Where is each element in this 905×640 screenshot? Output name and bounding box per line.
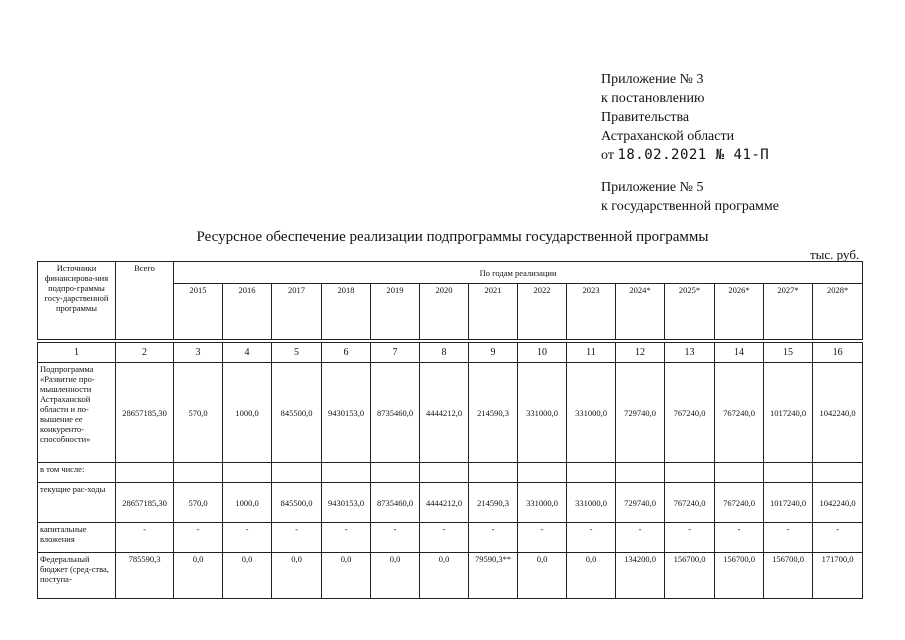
cell-value: 570,0 xyxy=(174,363,223,463)
cell-value: 845500,0 xyxy=(272,483,322,523)
cell-value: - xyxy=(469,523,518,553)
row-label: капитальные вложения xyxy=(38,523,116,553)
cell-value: 28657185,30 xyxy=(116,363,174,463)
appendix-date-line xyxy=(601,146,769,165)
column-number: 10 xyxy=(518,343,567,363)
cell-value: 1000,0 xyxy=(223,363,272,463)
row-label: в том числе: xyxy=(38,463,116,483)
cell-value xyxy=(174,463,223,483)
cell-value: - xyxy=(764,523,813,553)
column-number: 7 xyxy=(371,343,420,363)
table-row-federal-budget xyxy=(38,553,863,599)
cell-value: 4444212,0 xyxy=(420,363,469,463)
cell-value: 1000,0 xyxy=(223,483,272,523)
appendix-line-1: Приложение № 3 xyxy=(601,72,704,87)
header-total: Всего xyxy=(116,262,174,340)
cell-value: 156700,0 xyxy=(764,553,813,599)
header-year: 2018 xyxy=(322,284,371,340)
cell-value: - xyxy=(813,523,863,553)
cell-value: 0,0 xyxy=(518,553,567,599)
cell-value: 767240,0 xyxy=(715,483,764,523)
cell-value: - xyxy=(665,523,715,553)
cell-value xyxy=(322,463,371,483)
row-label: текущие рас-ходы xyxy=(38,483,116,523)
header-year: 2022 xyxy=(518,284,567,340)
cell-value: 1042240,0 xyxy=(813,483,863,523)
cell-value: 214590,3 xyxy=(469,363,518,463)
cell-value: 156700,0 xyxy=(715,553,764,599)
column-number: 11 xyxy=(567,343,616,363)
cell-value: 171700,0 xyxy=(813,553,863,599)
cell-value: 729740,0 xyxy=(616,483,665,523)
cell-value xyxy=(371,463,420,483)
cell-value: 767240,0 xyxy=(715,363,764,463)
cell-value: - xyxy=(715,523,764,553)
cell-value: 331000,0 xyxy=(567,363,616,463)
table-row-subprogram xyxy=(38,363,863,463)
cell-value: 331000,0 xyxy=(567,483,616,523)
cell-value: - xyxy=(518,523,567,553)
column-number: 16 xyxy=(813,343,863,363)
document-title: Ресурсное обеспечение реализации подпрограммы государственной программы xyxy=(196,229,709,245)
column-number: 12 xyxy=(616,343,665,363)
cell-value xyxy=(616,463,665,483)
table-row-capital-investments xyxy=(38,523,863,553)
column-number: 2 xyxy=(116,343,174,363)
header-year: 2025* xyxy=(665,284,715,340)
cell-value: 8735460,0 xyxy=(371,363,420,463)
cell-value: - xyxy=(420,523,469,553)
cell-value: 28657185,30 xyxy=(116,483,174,523)
table-row-including xyxy=(38,463,863,483)
cell-value: 0,0 xyxy=(420,553,469,599)
cell-value: 331000,0 xyxy=(518,363,567,463)
cell-value xyxy=(116,463,174,483)
date-stamp: 18.02.2021 № 41-П xyxy=(617,147,770,163)
table-row-current-expenses xyxy=(38,483,863,523)
cell-value: - xyxy=(272,523,322,553)
header-year: 2017 xyxy=(272,284,322,340)
cell-value: 79590,3** xyxy=(469,553,518,599)
column-number: 15 xyxy=(764,343,813,363)
appendix-line-3: Правительства xyxy=(601,110,690,125)
cell-value: - xyxy=(322,523,371,553)
cell-value: 767240,0 xyxy=(665,363,715,463)
cell-value: 845500,0 xyxy=(272,363,322,463)
header-years-group: По годам реализации xyxy=(174,262,863,284)
appendix-5-line-1: Приложение № 5 xyxy=(601,180,704,195)
cell-value: 134200,0 xyxy=(616,553,665,599)
column-number: 5 xyxy=(272,343,322,363)
column-number: 3 xyxy=(174,343,223,363)
cell-value xyxy=(665,463,715,483)
header-year: 2021 xyxy=(469,284,518,340)
cell-value: - xyxy=(616,523,665,553)
cell-value xyxy=(469,463,518,483)
column-number: 4 xyxy=(223,343,272,363)
cell-value: 767240,0 xyxy=(665,483,715,523)
cell-value: - xyxy=(371,523,420,553)
cell-value xyxy=(518,463,567,483)
row-label: Федеральный бюджет (сред-ства, поступа- xyxy=(38,553,116,599)
cell-value xyxy=(813,463,863,483)
cell-value: 0,0 xyxy=(174,553,223,599)
header-year: 2019 xyxy=(371,284,420,340)
cell-value: - xyxy=(116,523,174,553)
header-year: 2015 xyxy=(174,284,223,340)
cell-value: - xyxy=(223,523,272,553)
unit-label: тыс. руб. xyxy=(810,247,860,262)
cell-value xyxy=(272,463,322,483)
cell-value: - xyxy=(174,523,223,553)
header-year: 2023 xyxy=(567,284,616,340)
column-number: 8 xyxy=(420,343,469,363)
cell-value: 785590,3 xyxy=(116,553,174,599)
column-number: 1 xyxy=(38,343,116,363)
header-year: 2028* xyxy=(813,284,863,340)
appendix-line-4: Астраханской области xyxy=(601,129,735,144)
header-year: 2020 xyxy=(420,284,469,340)
row-label: Подпрограмма «Развитие про-мышленности Астраханской области и по-вышение ее конкуренто-способности» xyxy=(38,363,116,463)
cell-value: 1017240,0 xyxy=(764,483,813,523)
cell-value: 8735460,0 xyxy=(371,483,420,523)
cell-value: 9430153,0 xyxy=(322,363,371,463)
header-row-1 xyxy=(38,262,863,284)
appendix-line-2: к постановлению xyxy=(601,91,705,106)
cell-value: 0,0 xyxy=(322,553,371,599)
cell-value: 0,0 xyxy=(223,553,272,599)
appendix-block xyxy=(601,70,769,165)
cell-value: 0,0 xyxy=(371,553,420,599)
cell-value: 1017240,0 xyxy=(764,363,813,463)
resource-table xyxy=(37,261,863,599)
column-number-row xyxy=(38,343,863,363)
cell-value: 9430153,0 xyxy=(322,483,371,523)
header-year: 2016 xyxy=(223,284,272,340)
cell-value: 156700,0 xyxy=(665,553,715,599)
header-year: 2026* xyxy=(715,284,764,340)
cell-value xyxy=(764,463,813,483)
column-number: 14 xyxy=(715,343,764,363)
cell-value xyxy=(715,463,764,483)
cell-value: 4444212,0 xyxy=(420,483,469,523)
cell-value xyxy=(567,463,616,483)
cell-value: 729740,0 xyxy=(616,363,665,463)
cell-value: 1042240,0 xyxy=(813,363,863,463)
cell-value: - xyxy=(567,523,616,553)
date-prefix: от xyxy=(601,148,614,163)
cell-value: 570,0 xyxy=(174,483,223,523)
column-number: 6 xyxy=(322,343,371,363)
cell-value: 331000,0 xyxy=(518,483,567,523)
cell-value: 214590,3 xyxy=(469,483,518,523)
header-year: 2024* xyxy=(616,284,665,340)
header-source: Источники финансирова-ния подпро-граммы госу-дарственной программы xyxy=(38,262,116,340)
column-number: 13 xyxy=(665,343,715,363)
cell-value: 0,0 xyxy=(567,553,616,599)
column-number: 9 xyxy=(469,343,518,363)
appendix-5-block xyxy=(601,178,779,216)
header-year: 2027* xyxy=(764,284,813,340)
cell-value xyxy=(420,463,469,483)
cell-value: 0,0 xyxy=(272,553,322,599)
cell-value xyxy=(223,463,272,483)
appendix-5-line-2: к государственной программе xyxy=(601,199,779,214)
